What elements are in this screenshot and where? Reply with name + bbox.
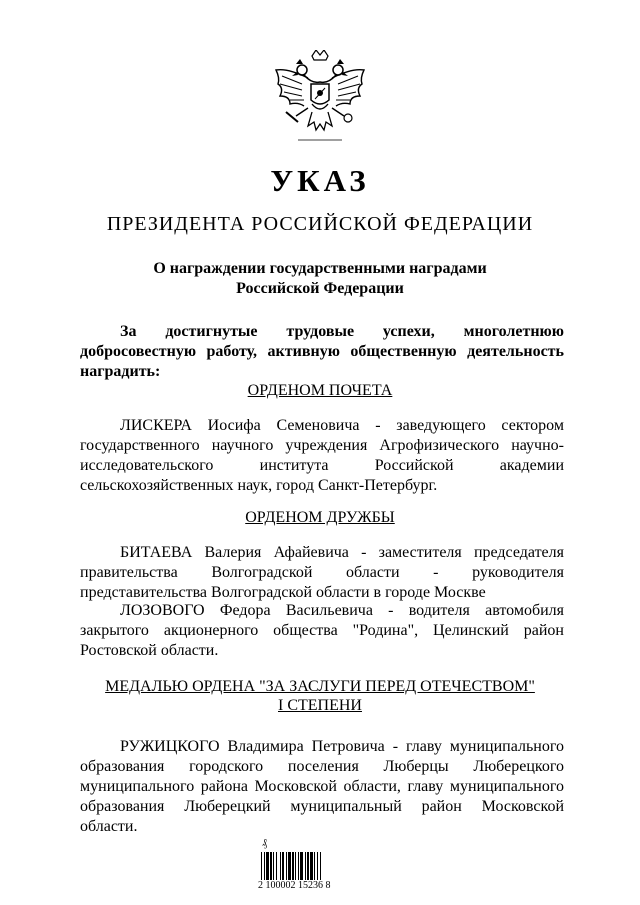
award-paragraph-line: ЛОЗОВОГО Федора Васильевича - водителя автомобиля (120, 602, 564, 619)
award-paragraph (80, 601, 564, 661)
award-section-title: ОРДЕНОМ ДРУЖБЫ (245, 509, 395, 526)
barcode-bar (307, 852, 309, 880)
barcode-bar (276, 852, 277, 880)
document-subtitle: ПРЕЗИДЕНТА РОССИЙСКОЙ ФЕДЕРАЦИИ (106, 213, 534, 235)
barcode-bar (264, 852, 265, 880)
barcode-bar (282, 852, 284, 880)
barcode-bar (292, 852, 294, 880)
award-paragraph-line: закрытого акционерного общества "Родина", Целинский район (80, 622, 564, 639)
intro-paragraph (80, 322, 564, 382)
intro-line: За достигнутые трудовые успехи, многолетнюю (120, 323, 564, 340)
barcode-bar (317, 852, 318, 880)
award-paragraph-line: представительства Волгоградской области в городе Москве (80, 584, 486, 601)
coat-of-arms-icon (268, 50, 372, 145)
barcode-bar (273, 852, 274, 880)
award-paragraph (80, 416, 564, 496)
barcode-bar (288, 852, 291, 880)
decree-heading-line: Российской Федерации (236, 280, 404, 297)
award-paragraph-line: Ростовской области. (80, 642, 219, 659)
barcode-bar (320, 852, 321, 880)
barcode-bar (280, 852, 281, 880)
award-paragraph-line: ЛИСКЕРА Иосифа Семеновича - заведующего сектором (120, 417, 564, 434)
barcode-bar (298, 852, 299, 880)
award-paragraph (80, 543, 564, 603)
award-paragraph (80, 737, 564, 837)
document-title: УКАЗ (270, 163, 370, 198)
award-paragraph-line: образования городского поселения Люберцы Люберецкого (80, 758, 564, 775)
award-paragraph-line: исследовательского института Российской академии (80, 457, 564, 474)
barcode-bar (314, 852, 315, 880)
barcode-bar (270, 852, 272, 880)
barcode (261, 852, 345, 880)
stamp-mark: ₰ (262, 838, 267, 849)
award-paragraph-line: РУЖИЦКОГО Владимира Петровича - главу муниципального (120, 738, 564, 755)
registration-stamp (258, 838, 358, 898)
award-paragraph-line: муниципального района Московской области, главу муниципального (80, 778, 564, 795)
barcode-bar (300, 852, 303, 880)
award-section-title-line2: I СТЕПЕНИ (278, 697, 362, 714)
barcode-bar (261, 852, 262, 880)
decree-heading (0, 259, 640, 299)
award-paragraph-line: сельскохозяйственных наук, город Санкт-Петербург. (80, 477, 438, 494)
decree-heading-line: О награждении государственными наградами (153, 260, 487, 277)
award-paragraph-line: правительства Волгоградской области - руководителя (80, 564, 564, 581)
barcode-bar (305, 852, 306, 880)
intro-line: добросовестную работу, активную общественную деятельность (80, 343, 564, 360)
barcode-bar (266, 852, 269, 880)
barcode-bar (286, 852, 287, 880)
award-paragraph-line: образования Люберецкий муниципальный район Московской (80, 798, 564, 815)
barcode-bar (310, 852, 313, 880)
award-paragraph-line: области. (80, 818, 138, 835)
barcode-number: 2 100002 15236 8 (258, 880, 331, 891)
award-paragraph-line: БИТАЕВА Валерия Афайевича - заместителя председателя (120, 544, 564, 561)
award-section-title: ОРДЕНОМ ПОЧЕТА (247, 382, 393, 399)
award-section-title: МЕДАЛЬЮ ОРДЕНА "ЗА ЗАСЛУГИ ПЕРЕД ОТЕЧЕСТВОМ" (105, 678, 535, 695)
award-paragraph-line: государственного научного учреждения Агрофизического научно- (80, 437, 564, 454)
intro-line: наградить: (80, 363, 161, 380)
barcode-bar (295, 852, 296, 880)
